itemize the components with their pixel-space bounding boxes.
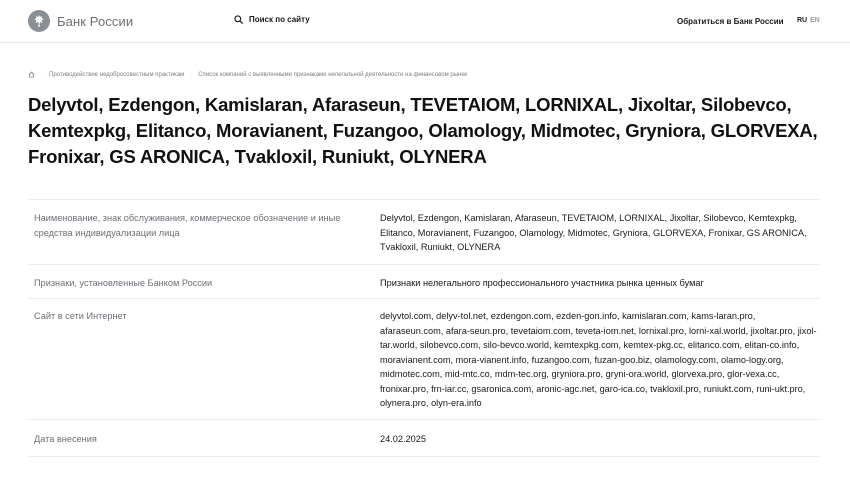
search-label: Поиск по сайту [249,15,310,24]
company-details-table [28,199,820,457]
table-row [28,200,820,265]
home-icon [28,71,35,78]
table-row [28,264,820,299]
signs-value: Признаки нелегального профессионального участника рынка ценных бумаг [379,264,820,299]
table-row [28,419,820,457]
search-icon [234,15,243,24]
lang-ru[interactable]: RU [797,17,808,24]
reception-link[interactable]: Обратиться в Банк России [677,17,784,26]
logo[interactable] [28,10,133,32]
breadcrumb-item[interactable]: Противодействие недобросовестным практикам [49,71,185,78]
name-label: Наименование, знак обслуживания, коммерческое обозначение и иные средства индивидуализации лица [28,200,379,265]
table-row [28,299,820,420]
breadcrumb-item[interactable]: Список компаний с выявленными признаками нелегальной деятельности на финансовом рынке [198,71,468,78]
site-search[interactable] [234,15,310,24]
website-label: Сайт в сети Интернет [28,299,379,420]
logo-text: Банк России [57,13,134,29]
breadcrumb-separator: · [41,71,43,78]
breadcrumb-home[interactable] [28,71,35,78]
bank-emblem-icon [28,10,50,32]
website-value: delyvtol.com, delyv-tol.net, ezdengon.com, ezden-gon.info, kamislaran.com, kams-laran.pro, afaraseun.com, afara-seun.pro, tevetaiom.com, teveta-iom.net, lornixal.pro, lorni-xal.world, jixoltar.pro, jixol-tar.world, silobevco.com, silo-bevco.world, kemtexpkg.com, kemtex-pkg.cc, elitanco.com, elitan-co.info, moravianent.com, mora-vianent.info, fuzangoo.com, fuzan-goo.biz, olamology.com, olamo-logy.org, midmotec.com, mid-mtc.co, mdm-tec.org, gryniora.pro, gryni-ora.world, glorvexa.pro, glor-vexa.cc, fronixar.pro, frn-iar.cc, gsaronica.com, aronic-agc.net, garo-ica.co, tvakloxil.pro, runiukt.com, runi-ukt.pro, olynera.pro, olyn-era.info [379,299,820,420]
breadcrumb-separator: · [190,71,193,78]
breadcrumb [28,71,467,78]
date-label: Дата внесения [28,419,379,457]
date-value: 24.02.2025 [379,419,820,457]
name-value: Delyvtol, Ezdengon, Kamislaran, Afaraseun, TEVETAIOM, LORNIXAL, Jixoltar, Silobevco, Kemtexpkg, Elitanco, Moravianent, Fuzangoo, Olamology, Midmotec, Gryniora, GLORVEXA, Fronixar, GS ARONICA, Tvakloxil, Runiukt, OLYNERA [379,200,820,265]
signs-label: Признаки, установленные Банком России [28,264,379,299]
site-header [0,0,850,43]
lang-en[interactable]: EN [810,17,820,24]
page-title: Delyvtol, Ezdengon, Kamislaran, Afaraseun, TEVETAIOM, LORNIXAL, Jixoltar, Silobevco, Kemtexpkg, Elitanco, Moravianent, Fuzangoo, Olamology, Midmotec, Gryniora, GLORVEXA, Fronixar, GS ARONICA, Tvakloxil, Runiukt, OLYNERA [28,94,818,167]
